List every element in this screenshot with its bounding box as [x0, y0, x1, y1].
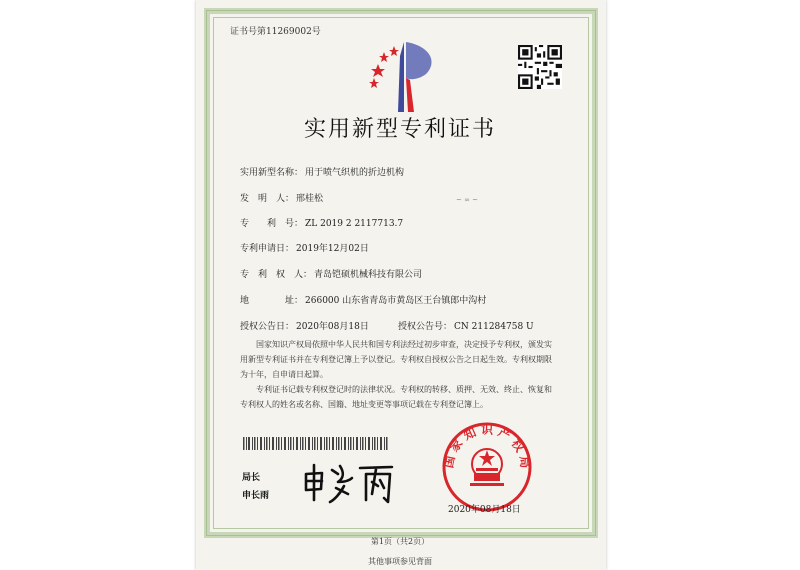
- field-label: 专 利 权 人：: [240, 270, 313, 280]
- field-label: 实用新型名称：: [240, 168, 304, 178]
- field-publication-number: [398, 319, 534, 332]
- field-application-date: [240, 241, 369, 254]
- field-value: 青岛铠硕机械科技有限公司: [314, 270, 423, 280]
- field-label: 授权公告日：: [240, 322, 295, 332]
- field-value: 2019年12月02日: [296, 244, 369, 254]
- handwritten-signature-icon: [300, 460, 400, 505]
- field-value: 邢桂松: [296, 194, 324, 204]
- qr-code-icon: [518, 45, 562, 89]
- faint-mark: ~ ∞ ~: [456, 196, 479, 204]
- field-label: 专利申请日：: [240, 244, 295, 254]
- page-number: 第1页（共2页）: [370, 537, 430, 546]
- signature-name: 申长雨: [242, 491, 270, 501]
- field-value: 用于喷气织机的折边机构: [305, 168, 405, 178]
- field-address: [240, 293, 486, 306]
- field-utility-model-name: [240, 165, 404, 178]
- svg-text:国家知识产权局: [441, 421, 532, 472]
- field-label: 发 明 人：: [240, 194, 295, 204]
- field-patentee: [240, 267, 422, 280]
- grant-statement-paragraph: 国家知识产权局依照中华人民共和国专利法经过初步审查，决定授予专利权，颁发实用新型专利证书并在专利登记簿上予以登记。专利权自授权公告之日起生效。专利权期限为十年，自申请日起算。: [240, 340, 552, 379]
- barcode-icon: [243, 437, 388, 450]
- field-label: 专 利 号：: [240, 219, 304, 229]
- field-inventor: [240, 191, 323, 204]
- cnipa-logo-icon: [360, 36, 450, 116]
- field-label: 地 址：: [240, 296, 304, 306]
- seal-text: 国家知识产权局: [441, 422, 533, 473]
- field-patent-number: [240, 216, 403, 229]
- field-value: ZL 2019 2 2117713.7: [305, 219, 404, 229]
- certificate-number: 证书号第11269002号: [230, 27, 321, 37]
- field-label: 授权公告号：: [398, 322, 453, 332]
- field-grant-date: [240, 319, 369, 332]
- seal-date: 2020年08月18日: [448, 505, 521, 515]
- legal-status-paragraph: 专利证书记载专利权登记时的法律状况。专利权的转移、质押、无效、终止、恢复和专利权人的姓名或名称、国籍、地址变更等事项记载在专利登记簿上。: [240, 385, 552, 409]
- signature-title: 局长: [242, 473, 261, 483]
- certificate-title: 实用新型专利证书: [303, 117, 496, 142]
- footer-note: 其他事项参见背面: [368, 557, 432, 566]
- field-value: CN 211284758 U: [454, 322, 534, 332]
- field-value: 266000 山东省青岛市黄岛区王台镇郎中沟村: [305, 296, 487, 306]
- official-seal-icon: [440, 420, 534, 514]
- field-value: 2020年08月18日: [296, 322, 369, 332]
